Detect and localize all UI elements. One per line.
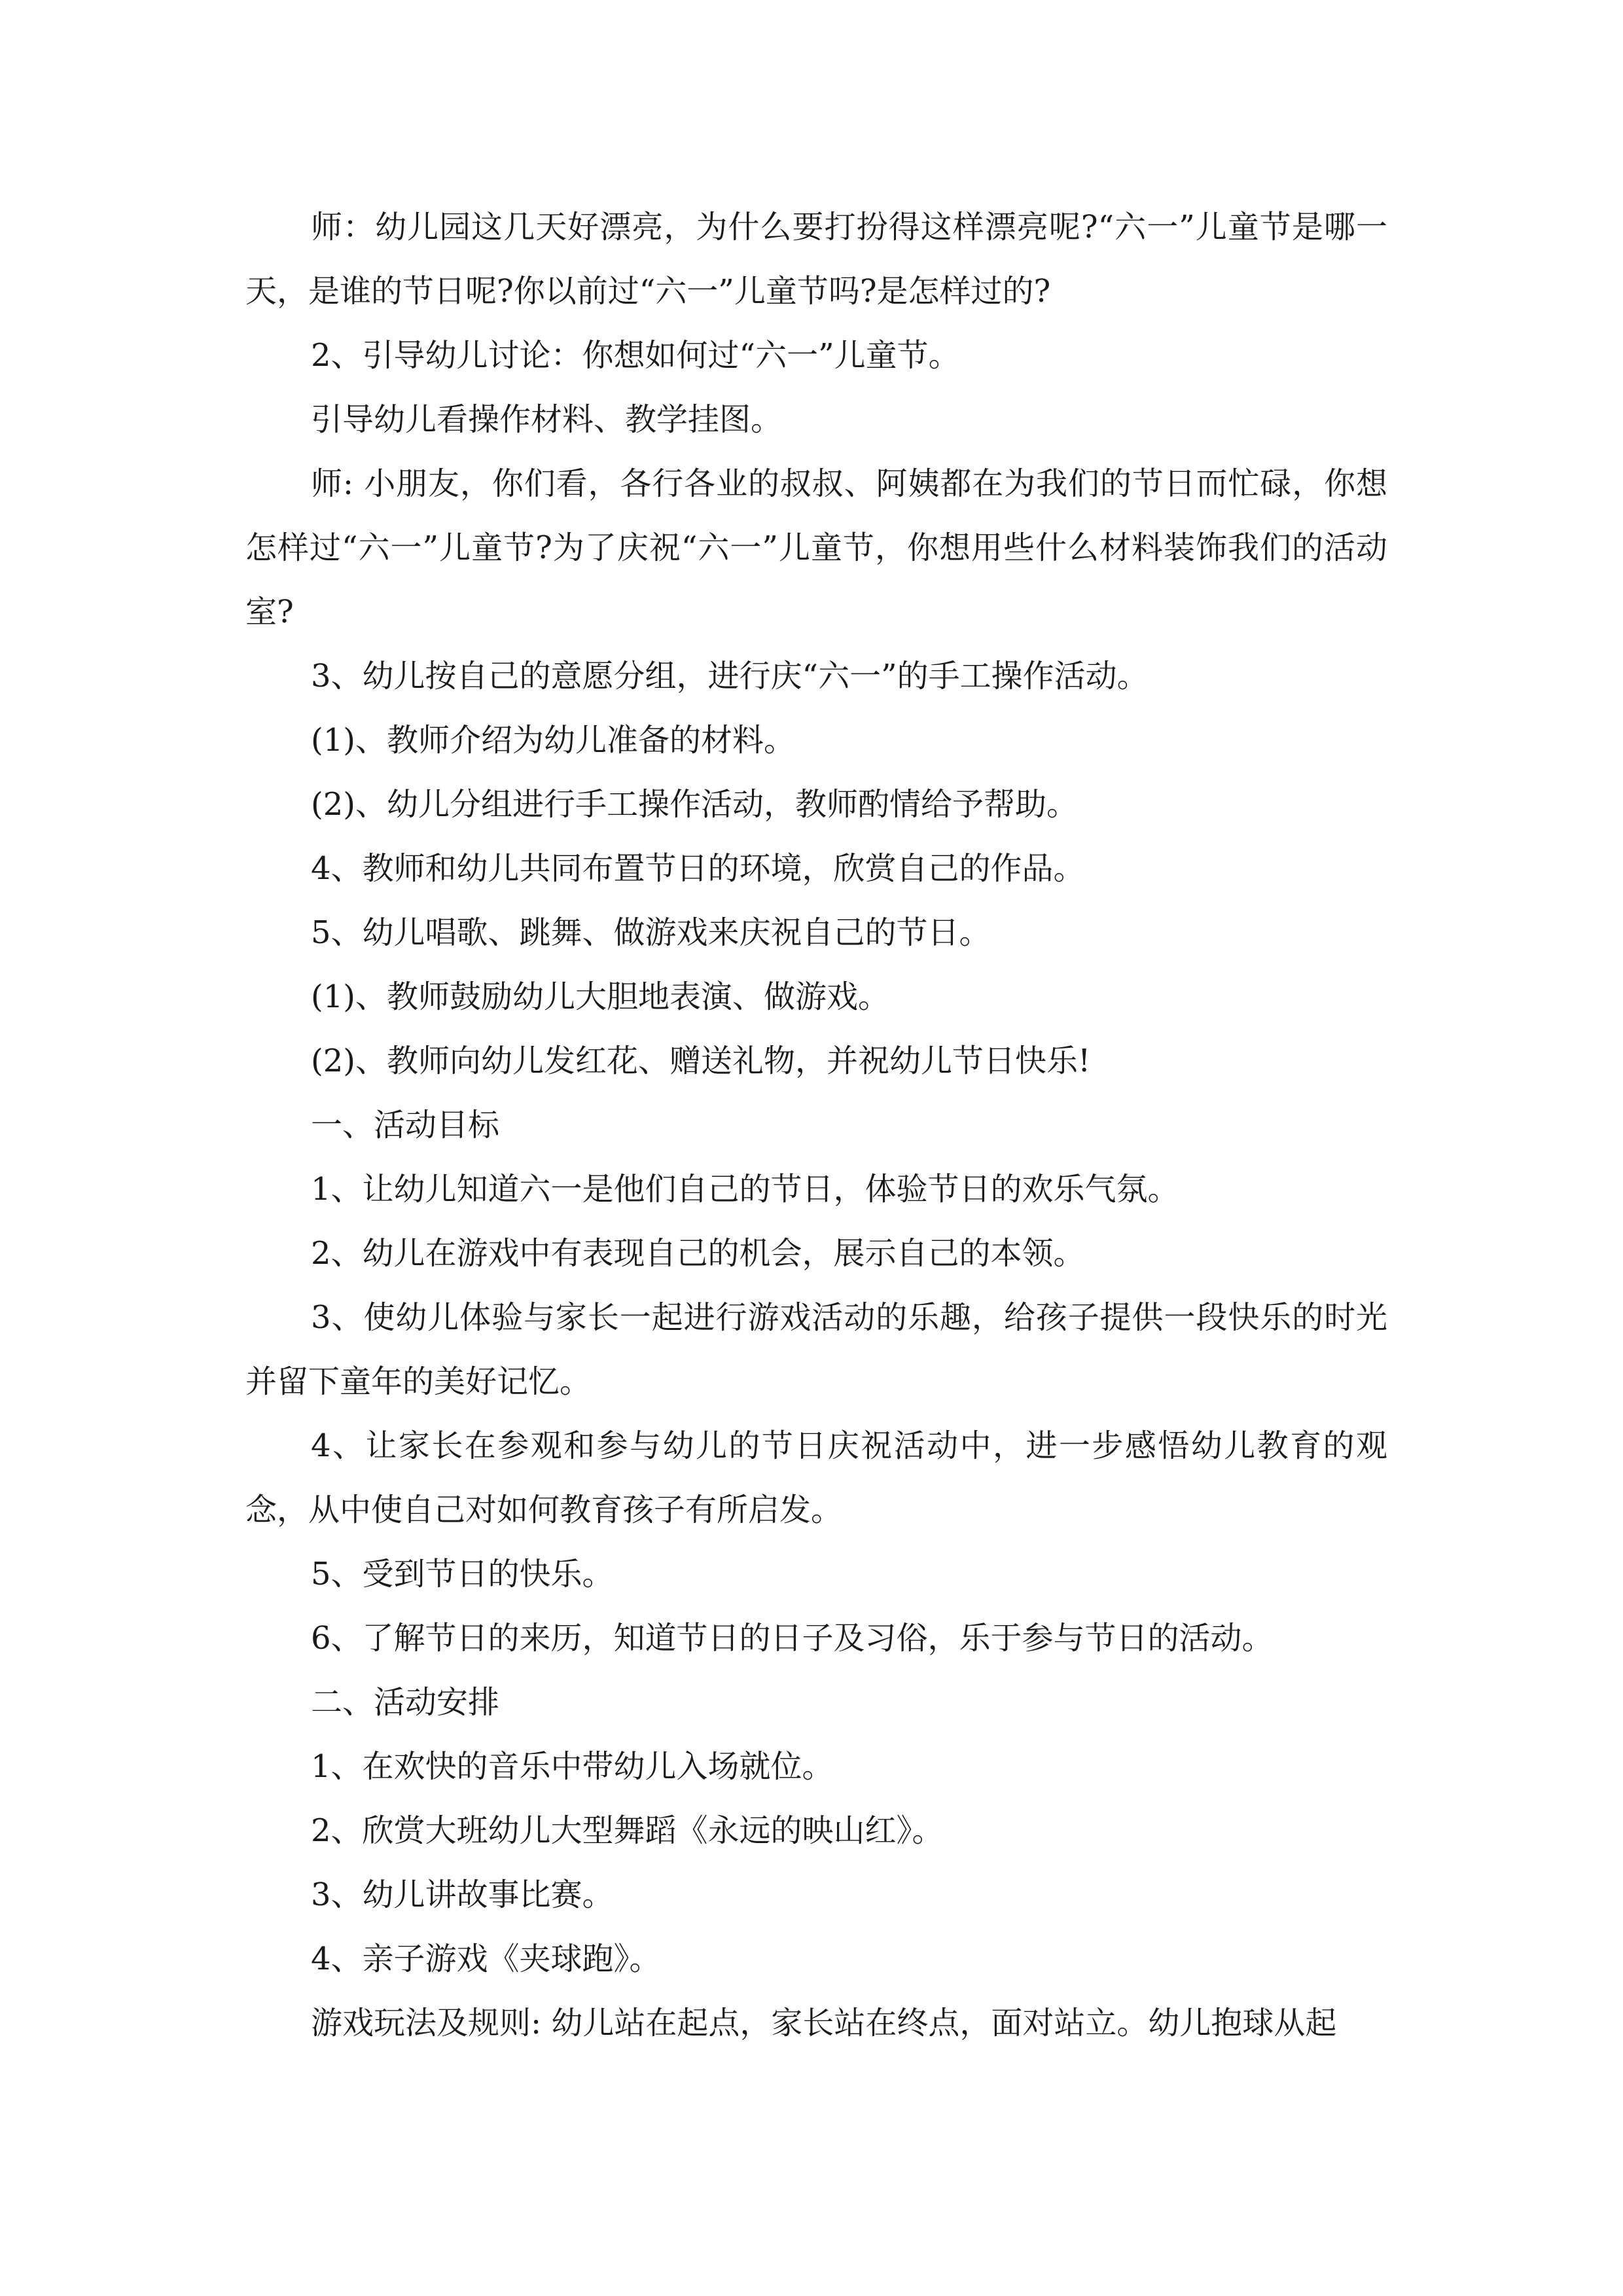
- document-body: [245, 195, 1387, 2055]
- paragraph: 4、让家长在参观和参与幼儿的节日庆祝活动中，进一步感悟幼儿教育的观念，从中使自己对如何教育孩子有所启发。: [245, 1427, 1387, 1528]
- paragraph: 1、在欢快的音乐中带幼儿入场就位。: [311, 1748, 834, 1785]
- paragraph: 4、亲子游戏《夹球跑》。: [311, 1941, 661, 1977]
- paragraph: (2)、教师向幼儿发红花、赠送礼物，并祝幼儿节日快乐!: [311, 1043, 1091, 1079]
- section-heading: 二、活动安排: [311, 1684, 500, 1721]
- paragraph: 2、幼儿在游戏中有表现自己的机会，展示自己的本领。: [311, 1235, 1085, 1272]
- paragraph: 5、受到节日的快乐。: [311, 1556, 614, 1592]
- paragraph: 师：幼儿园这几天好漂亮，为什么要打扮得这样漂亮呢?“六一”儿童节是哪一天，是谁的节日呢?你以前过“六一”儿童节吗?是怎样过的?: [245, 209, 1387, 310]
- paragraph: 6、了解节日的来历，知道节日的日子及习俗，乐于参与节日的活动。: [311, 1620, 1274, 1657]
- section-heading: 一、活动目标: [311, 1107, 500, 1143]
- paragraph: (1)、教师介绍为幼儿准备的材料。: [311, 722, 795, 759]
- paragraph: 游戏玩法及规则: 幼儿站在起点，家长站在终点，面对站立。幼儿抱球从起: [311, 2005, 1337, 2041]
- paragraph: 3、幼儿讲故事比赛。: [311, 1876, 614, 1913]
- paragraph: 1、让幼儿知道六一是他们自己的节日，体验节日的欢乐气氛。: [311, 1171, 1179, 1208]
- paragraph: 3、幼儿按自己的意愿分组，进行庆“六一”的手工操作活动。: [311, 658, 1149, 694]
- paragraph: 5、幼儿唱歌、跳舞、做游戏来庆祝自己的节日。: [311, 914, 991, 951]
- paragraph: 引导幼儿看操作材料、教学挂图。: [311, 401, 783, 438]
- paragraph: 3、使幼儿体验与家长一起进行游戏活动的乐趣，给孩子提供一段快乐的时光并留下童年的美好记忆。: [245, 1299, 1387, 1400]
- paragraph: (2)、幼儿分组进行手工操作活动，教师酌情给予帮助。: [311, 786, 1078, 823]
- paragraph: 师: 小朋友，你们看，各行各业的叔叔、阿姨都在为我们的节日而忙碌，你想怎样过“六一”儿童节?为了庆祝“六一”儿童节，你想用些什么材料装饰我们的活动室?: [245, 465, 1387, 630]
- paragraph: (1)、教师鼓励幼儿大胆地表演、做游戏。: [311, 978, 889, 1015]
- paragraph: 2、欣赏大班幼儿大型舞蹈《永远的映山红》。: [311, 1812, 944, 1849]
- paragraph: 2、引导幼儿讨论：你想如何过“六一”儿童节。: [311, 337, 960, 374]
- paragraph: 4、教师和幼儿共同布置节日的环境，欣赏自己的作品。: [311, 850, 1085, 887]
